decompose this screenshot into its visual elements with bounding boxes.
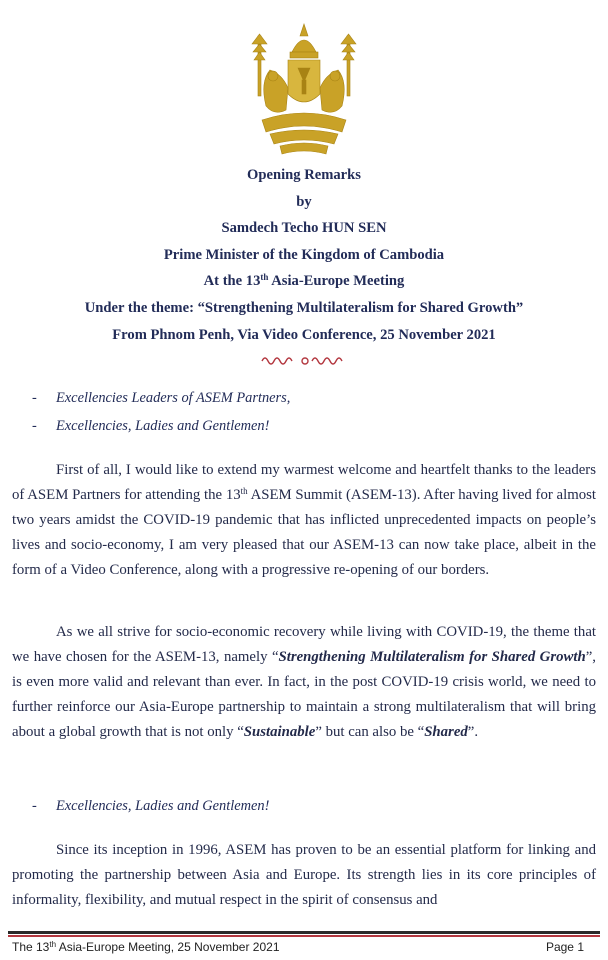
speech-header	[20, 162, 588, 348]
event-name: At the 13th Asia-Europe Meeting	[203, 272, 405, 290]
salutation-item: - Excellencies, Ladies and Gentlemen!	[32, 418, 270, 434]
speech-title: Opening Remarks	[247, 167, 361, 183]
speech-by: by	[296, 193, 312, 210]
salutation-item: - Excellencies Leaders of ASEM Partners,	[32, 390, 291, 406]
footer-divider	[8, 931, 600, 934]
footer-divider-accent	[8, 935, 600, 937]
speech-theme: Under the theme: “Strengthening Multilateralism for Shared Growth”	[84, 299, 524, 316]
footer-event-date: The 13th Asia-Europe Meeting, 25 November 2021	[12, 940, 280, 954]
royal-coat-of-arms-emblem	[246, 22, 362, 156]
khmer-ornament-divider	[260, 354, 350, 368]
speech-venue-date: From Phnom Penh, Via Video Conference, 25 November 2021	[112, 326, 496, 343]
speaker-name: Samdech Techo HUN SEN	[221, 220, 387, 237]
body-paragraph-2: As we all strive for socio-economic recovery while living with COVID-19, the theme that we have chosen for the ASEM-13, namely “Strengthening Multilateralism for Shared Growth”, is even more valid and relevant than ever. In fact, in the post COVID-19 crisis world, we need to further reinforce our Asia-Europe partnership to maintain a strong multilateralism that will bring about a global growth that is not only “Sustainable” but can also be “Shared”.	[12, 624, 596, 740]
page-number: Page 1	[545, 940, 584, 954]
body-paragraph-1: First of all, I would like to extend my warmest welcome and heartfelt thanks to the leaders of ASEM Partners for attending the 13th ASEM Summit (ASEM-13). After having lived for almost two years amidst the COVID-19 pandemic that has inflicted unprecedented impacts on people’s lives and socio-economy, I am very pleased that our ASEM-13 can now take place, albeit in the form of a Video Conference, along with a progressive re-opening of our borders.	[12, 462, 596, 578]
speaker-position: Prime Minister of the Kingdom of Cambodia	[163, 246, 445, 263]
body-paragraph-3: Since its inception in 1996, ASEM has proven to be an essential platform for linking and promoting the partnership between Asia and Europe. Its strength lies in its core principles of informality, flexibility, and mutual respect in the spirit of consensus and	[12, 842, 596, 908]
salutation-item: - Excellencies, Ladies and Gentlemen!	[32, 798, 270, 814]
